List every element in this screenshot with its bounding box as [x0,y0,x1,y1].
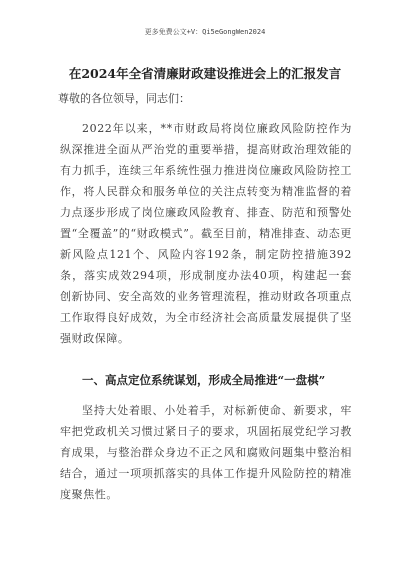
header-banner: 更多免费公文+V：Qi5eGongWen2024 [144,28,266,36]
document-title: 在2024年全省清廉財政建设推进会上的汇报发言 [68,66,342,81]
salutation: 尊敬的各位领导，同志们： [58,92,190,105]
paragraph-2: 坚持大处着眼、小处着手，对标新使命、新要求，牢牢把党政机关习惯过紧日子的要求，巩固拓展党纪学习教育成果，与整治群众身边不正之风和腐败问题集中整治相结合，通过一项项抓落实的具体工作提升风险防控的精准度聚焦性。 [60,404,352,501]
paragraph-1: 2022年以来，**市财政局将岗位廉政风险防控作为纵深推进全面从严治党的重要举措，提高财政治理效能的有力抓手，连续三年系统性强力推进岗位廉政风险防控工作，将人民群众和服务单位的关注点转变为精准监督的着力点逐步形成了岗位廉政风险教育、排查、防范和预警处置“全覆盖”的“财政模式”。截至目前，精准排查、动态更新风险点121个、风险内容192条，制定防控措施392条，落实成效294项，形成制度办法40项，构建起一套创新协同、安全高效的业务管理流程，推动财政各项重点工作取得良好成效，为全市经济社会高质量发展提供了坚强财政保障。 [60,122,352,345]
section-heading-1: 一、高点定位系统谋划，形成全局推进“一盘棋” [82,373,326,387]
